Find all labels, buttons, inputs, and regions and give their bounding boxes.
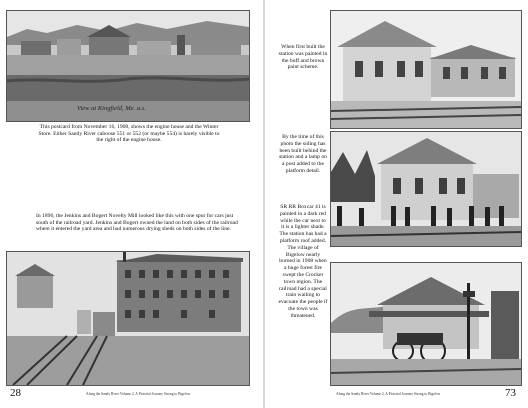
caption-novelty-mill: In 1896, the Jenkins and Bogert Novelty Mill looked like this with one spur for cars just south of the railroad yard. Jenkins and Bogert owned the land on both sides of the railroad where it entered the yard area and had numerous drying sheds on both sides of the line.	[36, 213, 238, 233]
page-number-right: 73	[505, 387, 516, 399]
station-boxcar-photo	[330, 262, 522, 386]
station-siding-photo	[330, 131, 522, 247]
caption-siding-lamp: By the time of this photo the siding has been built behind the station and a lamp on a post added to the platform detail.	[279, 134, 327, 174]
page-gutter	[263, 0, 265, 408]
footer-left: Along the Sandy River Volume 2, A Pictorial Journey Strong to Bigelow	[86, 392, 191, 396]
postcard-handwriting: View at Kingfield, Me. a.s.	[77, 105, 146, 112]
page-number-left: 28	[10, 387, 21, 399]
station-buff-brown-photo	[330, 10, 522, 129]
kingfield-postcard-photo	[6, 10, 250, 122]
caption-boxcar-fire: SR RR Boxcar 41 is painted in a dark red while the car next to it is a lighter shade. The station has had a platform roof added. The village of Bigelow nearly burned in 1908 when a huge forest fire swept the Crocker town region. The railroad had a special train waiting to evacuate the people if the town was threatened.	[278, 204, 328, 319]
caption-buff-brown: When first built the station was painted in the buff and brown paint scheme.	[278, 44, 328, 71]
novelty-mill-photo	[6, 251, 250, 386]
caption-engine-house: This postcard from November 16, 1908, shows the engine house and the Winter Store. Either Sandy River caboose 551 or 552 (or maybe 554) is barely visible to the right of the engine house.	[38, 124, 220, 144]
footer-right: Along the Sandy River Volume 2, A Pictorial Journey Strong to Bigelow	[336, 392, 441, 396]
